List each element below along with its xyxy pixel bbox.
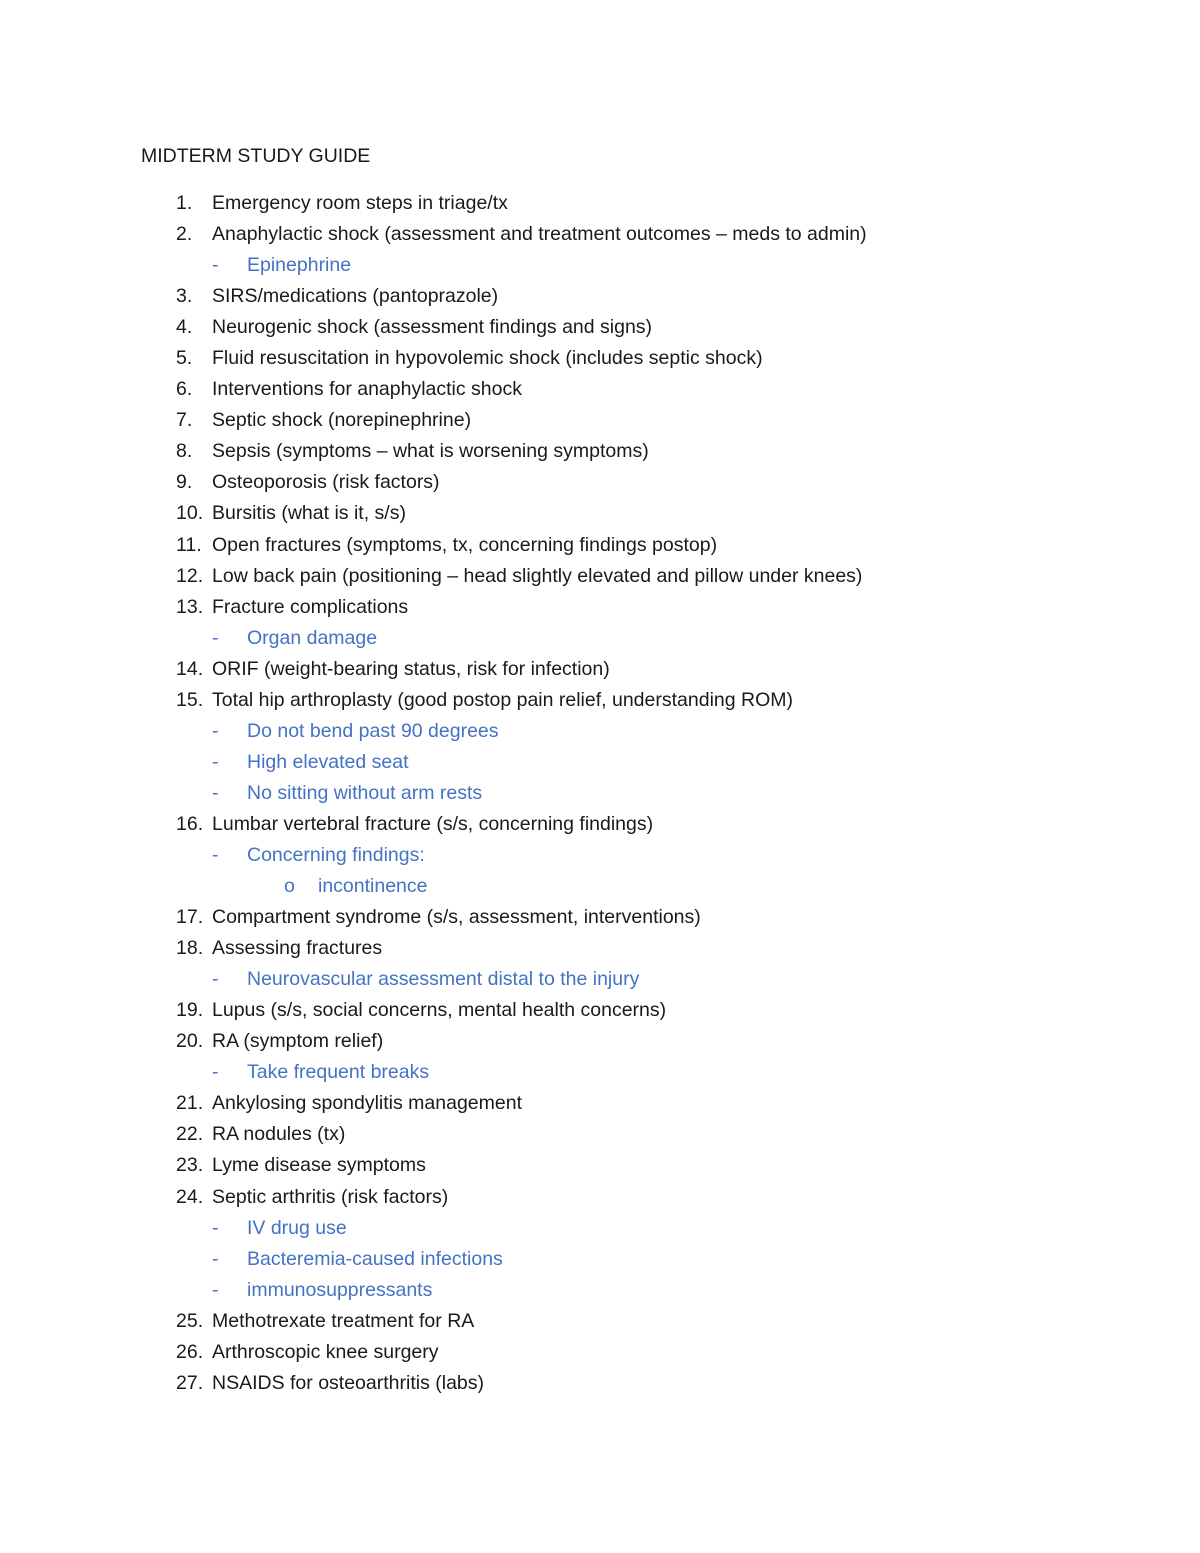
sub-note	[0, 1276, 1200, 1307]
list-item	[0, 1338, 1200, 1369]
item-number: 20.	[176, 1030, 204, 1053]
list-item	[0, 344, 1200, 375]
sub-note-text: Bacteremia-caused infections	[247, 1247, 503, 1270]
dash-bullet: -	[212, 843, 219, 866]
item-text: Fluid resuscitation in hypovolemic shock (includes septic shock)	[212, 347, 763, 370]
item-text: Open fractures (symptoms, tx, concerning findings postop)	[212, 533, 718, 556]
sub-note	[0, 1245, 1200, 1276]
item-text: Arthroscopic knee surgery	[212, 1340, 439, 1363]
list-item	[0, 531, 1200, 562]
item-number: 17.	[176, 906, 204, 929]
item-number: 2.	[176, 223, 193, 246]
item-text: Fracture complications	[212, 595, 409, 618]
list-item	[0, 313, 1200, 344]
dash-bullet: -	[212, 1216, 219, 1239]
item-number: 9.	[176, 471, 193, 494]
list-item	[0, 468, 1200, 499]
list-item	[0, 1027, 1200, 1058]
item-number: 23.	[176, 1154, 204, 1177]
dash-bullet: -	[212, 1061, 219, 1084]
item-number: 10.	[176, 502, 204, 525]
item-text: Low back pain (positioning – head slightly elevated and pillow under knees)	[212, 564, 863, 587]
item-text: Anaphylactic shock (assessment and treatment outcomes – meds to admin)	[212, 223, 867, 246]
dash-bullet: -	[212, 750, 219, 773]
sub-sub-note	[0, 872, 1200, 903]
item-number: 16.	[176, 812, 204, 835]
sub-note	[0, 841, 1200, 872]
item-number: 3.	[176, 285, 193, 308]
sub-note-text: No sitting without arm rests	[247, 781, 483, 804]
list-item	[0, 282, 1200, 313]
item-text: Assessing fractures	[212, 937, 383, 960]
study-list	[0, 189, 1200, 1400]
sub-note-text: Organ damage	[247, 626, 378, 649]
list-item	[0, 655, 1200, 686]
list-item	[0, 1183, 1200, 1214]
item-text: Total hip arthroplasty (good postop pain relief, understanding ROM)	[212, 688, 793, 711]
sub-note-text: immunosuppressants	[247, 1278, 433, 1301]
sub-note-text: Neurovascular assessment distal to the injury	[247, 968, 640, 991]
item-text: Septic shock (norepinephrine)	[212, 409, 472, 432]
list-item	[0, 375, 1200, 406]
item-text: RA nodules (tx)	[212, 1123, 346, 1146]
item-number: 18.	[176, 937, 204, 960]
item-number: 25.	[176, 1309, 204, 1332]
item-text: Lyme disease symptoms	[212, 1154, 426, 1177]
item-number: 21.	[176, 1092, 204, 1115]
dash-bullet: -	[212, 968, 219, 991]
item-number: 27.	[176, 1371, 204, 1394]
item-text: Sepsis (symptoms – what is worsening symptoms)	[212, 440, 649, 463]
item-text: Osteoporosis (risk factors)	[212, 471, 440, 494]
list-item	[0, 934, 1200, 965]
list-item	[0, 1307, 1200, 1338]
item-number: 26.	[176, 1340, 204, 1363]
sub-note	[0, 779, 1200, 810]
item-text: RA (symptom relief)	[212, 1030, 384, 1053]
list-item	[0, 562, 1200, 593]
list-item	[0, 1089, 1200, 1120]
sub-note-text: Do not bend past 90 degrees	[247, 719, 499, 742]
item-text: Ankylosing spondylitis management	[212, 1092, 523, 1115]
dash-bullet: -	[212, 781, 219, 804]
sub-note	[0, 1214, 1200, 1245]
item-text: Bursitis (what is it, s/s)	[212, 502, 406, 525]
item-number: 12.	[176, 564, 204, 587]
item-text: Lumbar vertebral fracture (s/s, concerning findings)	[212, 812, 654, 835]
item-text: Emergency room steps in triage/tx	[212, 192, 508, 214]
list-item	[0, 220, 1200, 251]
list-item	[0, 810, 1200, 841]
item-number: 14.	[176, 657, 204, 680]
item-text: NSAIDS for osteoarthritis (labs)	[212, 1371, 485, 1394]
dash-bullet: -	[212, 1278, 219, 1301]
sub-note	[0, 251, 1200, 282]
sub-note	[0, 717, 1200, 748]
item-number: 5.	[176, 347, 193, 370]
item-number: 19.	[176, 999, 204, 1022]
list-item	[0, 996, 1200, 1027]
item-text: Interventions for anaphylactic shock	[212, 378, 523, 401]
sub-note-text: Concerning findings:	[247, 843, 425, 866]
list-item	[0, 593, 1200, 624]
item-text: Methotrexate treatment for RA	[212, 1309, 475, 1332]
item-number: 15.	[176, 688, 204, 711]
sub-note-text: High elevated seat	[247, 750, 409, 773]
list-item	[0, 1120, 1200, 1151]
item-number: 7.	[176, 409, 193, 432]
sub-sub-note-text: incontinence	[318, 875, 428, 898]
dash-bullet: -	[212, 719, 219, 742]
item-text: Septic arthritis (risk factors)	[212, 1185, 449, 1208]
dash-bullet: -	[212, 1247, 219, 1270]
sub-note-text: IV drug use	[247, 1216, 347, 1239]
dash-bullet: -	[212, 626, 219, 649]
sub-note-text: Take frequent breaks	[247, 1061, 430, 1084]
item-number: 11.	[176, 533, 202, 556]
sub-note-text: Epinephrine	[247, 254, 352, 277]
item-text: ORIF (weight-bearing status, risk for infection)	[212, 657, 610, 680]
list-item	[0, 499, 1200, 530]
item-number: 1.	[176, 192, 193, 214]
item-text: SIRS/medications (pantoprazole)	[212, 285, 499, 308]
item-number: 6.	[176, 378, 193, 401]
item-number: 24.	[176, 1185, 204, 1208]
sub-note	[0, 965, 1200, 996]
item-number: 4.	[176, 316, 193, 339]
item-text: Neurogenic shock (assessment findings and signs)	[212, 316, 653, 339]
list-item	[0, 686, 1200, 717]
dash-bullet: -	[212, 254, 219, 277]
item-number: 22.	[176, 1123, 204, 1146]
sub-note	[0, 748, 1200, 779]
list-item	[0, 406, 1200, 437]
sub-note	[0, 1058, 1200, 1089]
item-text: Compartment syndrome (s/s, assessment, interventions)	[212, 906, 701, 929]
circle-bullet: o	[284, 875, 295, 898]
list-item	[0, 903, 1200, 934]
list-item	[0, 1369, 1200, 1400]
list-item	[0, 189, 1200, 220]
item-text: Lupus (s/s, social concerns, mental health concerns)	[212, 999, 667, 1022]
item-number: 13.	[176, 595, 204, 618]
list-item	[0, 1151, 1200, 1182]
list-item	[0, 437, 1200, 468]
item-number: 8.	[176, 440, 193, 463]
page-title: MIDTERM STUDY GUIDE	[141, 145, 371, 167]
sub-note	[0, 624, 1200, 655]
